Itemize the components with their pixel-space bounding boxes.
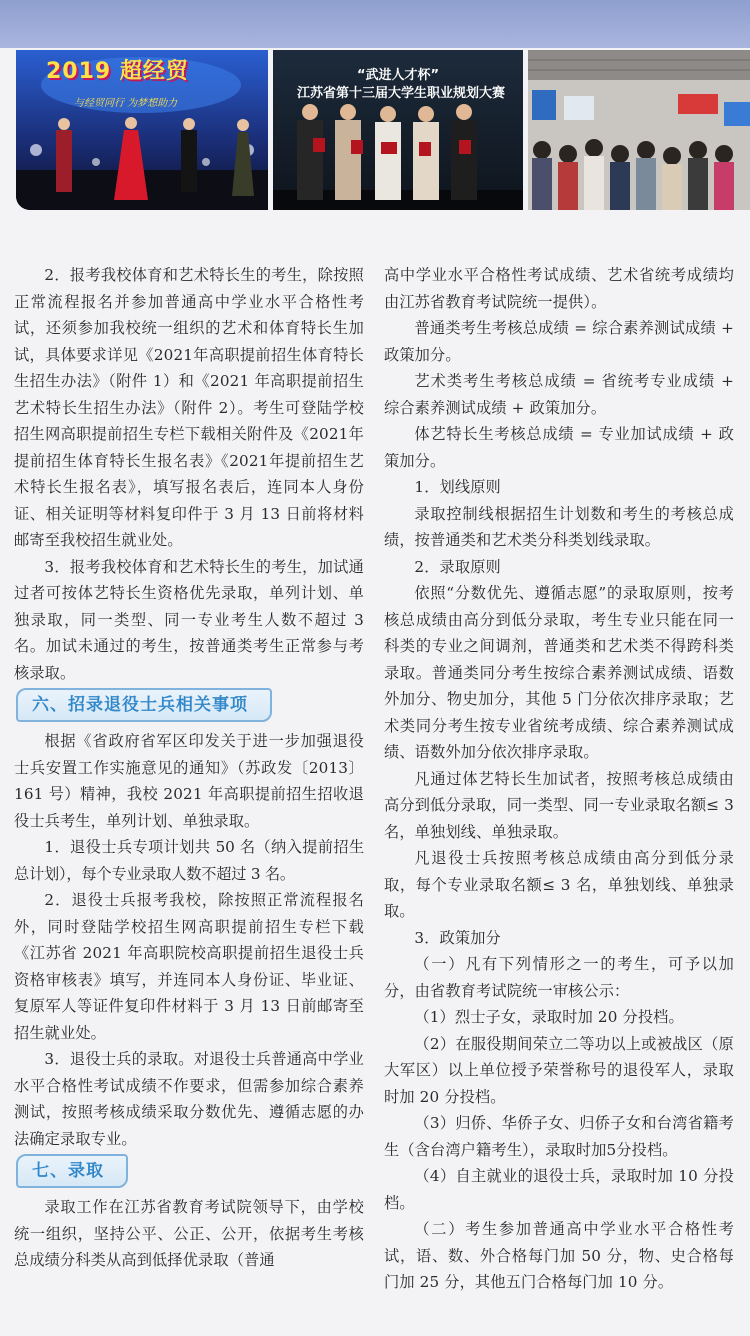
paragraph-bonus-overseas-taiwan: （3）归侨、华侨子女、归侨子女和台湾省籍考生（含台湾户籍考生），录取时加5分投档。 <box>384 1114 734 1159</box>
paragraph-formula-art: 艺术类考生考核总成绩 = 省统考专业成绩 + 综合素养测试成绩 + 政策加分。 <box>384 372 734 417</box>
paragraph-admission-intro: 录取工作在江苏省教育考试院领导下，由学校统一组织，坚持公平、公正、公开，依据考生考核总成绩分科类从高到低择优录取（普通 <box>14 1198 364 1269</box>
paragraph-art-sports-registration: 2．报考我校体育和艺术特长生的考生，除按照正常流程报名并参加普通高中学业水平合格性考试，还须参加我校统一组织的艺术和体育特长生加试，具体要求详见《2021年高职提前招生体育特长生招生办法》（附件 1）和《2021 年高职提前招生艺术特长生招生办法》（附件 2）。考生可登陆学校招生网高职提前招生专栏下载相关附件及《2021年提前招生体育特长生报名表》《2021年提前招生艺术特长生报名表》，填写报名表后，连同本人身份证、相关证明等材料复印件于 3 月 13 日前将材料邮寄至我校招生就业处。 <box>14 266 364 549</box>
photo-award-winners <box>273 50 523 210</box>
contest-banner-subtitle: 江苏省第十三届大学生职业规划大赛 <box>296 86 505 101</box>
paragraph-veterans-admission: 3．退役士兵的录取。对退役士兵普通高中学业水平合格性考试成绩不作要求，但需参加综合素养测试，按照考核成绩采取分数优先、遵循志愿的办法确定录取专业。 <box>14 1050 364 1148</box>
photo-stage-ceremony <box>16 50 268 210</box>
paragraph-art-sports-admission: 3．报考我校体育和艺术特长生的考生，加试通过者可按体艺特长生资格优先录取，单列计划、单独录取，同一类型、同一专业考生人数不超过 3 名。加试未通过的考生，按普通类考生正常参与考核录取。 <box>14 557 364 682</box>
stage-banner-subtitle: 与经贸同行 为梦想助力 <box>74 98 178 109</box>
paragraph-sports-art-admission: 凡通过体艺特长生加试者，按照考核总成绩由高分到低分录取，同一类型、同一专业录取名额≤ 3 名，单独划线、单独录取。 <box>384 769 734 841</box>
section-heading-label: 七、录取 <box>16 1154 128 1188</box>
section-heading-label: 六、招录退役士兵相关事项 <box>16 688 272 722</box>
paragraph-formula-sports-art: 体艺特长生考核总成绩 = 专业加试成绩 + 政策加分。 <box>384 425 734 470</box>
paragraph-admission-intro-cont: 高中学业水平合格性考试成绩、艺术省统考成绩均由江苏省教育考试院统一提供）。 <box>384 266 734 311</box>
paragraph-admission-principle: 依照“分数优先、遵循志愿”的录取原则，按考核总成绩由高分到低分录取，考生专业只能在同一科类的专业之间调剂，普通类和艺术类不得跨科类录取。普通类同分考生按综合素养测试成绩、语数外加分、物史加分，其他 5 门分依次排序录取；艺术类同分考生按专业省统考成绩、综合素养测试成绩、语数外加分依次排序录取。 <box>384 584 734 761</box>
paragraph-formula-general: 普通类考生考核总成绩 = 综合素养测试成绩 + 政策加分。 <box>384 319 734 364</box>
contest-banner-title: “武进人才杯” <box>356 68 440 83</box>
subheading-line-principle: 1．划线原则 <box>414 478 501 496</box>
paragraph-veterans-admission-rule: 凡退役士兵按照考核总成绩由高分到低分录取，每个专业录取名额≤ 3 名，单独划线、单独录取。 <box>384 849 734 920</box>
paragraph-bonus-self-employed-veterans: （4）自主就业的退役士兵，录取时加 10 分投档。 <box>384 1167 734 1212</box>
paragraph-veterans-quota: 1．退役士兵专项计划共 50 名（纳入提前招生总计划），每个专业录取人数不超过 3 名。 <box>14 838 364 883</box>
paragraph-bonus-martyr-children: （1）烈士子女，录取时加 20 分投档。 <box>414 1008 684 1026</box>
left-column <box>14 262 364 1274</box>
section-heading-admission <box>16 1154 128 1188</box>
job-fair-graphic <box>528 50 750 210</box>
header-band <box>0 0 750 48</box>
paragraph-line-principle: 录取控制线根据招生计划数和考生的考核总成绩，按普通类和艺术类分科类划线录取。 <box>384 504 734 549</box>
photo-strip <box>0 48 750 213</box>
right-column <box>384 262 734 1296</box>
stage-banner-title: 2019 超经贸 <box>46 59 189 84</box>
paragraph-bonus-conditions: （一）凡有下列情形之一的考生，可予以加分，由省教育考试院统一审核公示： <box>384 955 734 1000</box>
paragraph-bonus-merit-veterans: （2）在服役期间荣立二等功以上或被战区（原大军区）以上单位授予荣誉称号的退役军人，录取时加 20 分投档。 <box>384 1034 734 1106</box>
paragraph-veterans-registration: 2．退役士兵报考我校，除按照正常流程报名外，同时登陆学校招生网高职提前招生专栏下载《江苏省 2021 年高职院校高职提前招生退役士兵资格审核表》填写，并连同本人身份证、毕业证、复原军人等证件复印件材料于 3 月 13 日前邮寄至招生就业处。 <box>14 891 364 1042</box>
subheading-admission-principle: 2．录取原则 <box>414 557 501 576</box>
paragraph-veterans-basis: 根据《省政府省军区印发关于进一步加强退役士兵安置工作实施意见的通知》（苏政发〔2013〕161 号）精神，我校 2021 年高职提前招生招收退役士兵考生，单列计划、单独录取。 <box>14 732 364 830</box>
paragraph-bonus-academic-test: （二）考生参加普通高中学业水平合格性考试，语、数、外合格每门加 50 分，物、史合格每门加 25 分，其他五门合格每门加 10 分。 <box>384 1220 734 1291</box>
section-heading-veterans <box>16 688 272 722</box>
photo-job-fair <box>528 50 750 210</box>
subheading-policy-bonus: 3．政策加分 <box>414 928 501 947</box>
